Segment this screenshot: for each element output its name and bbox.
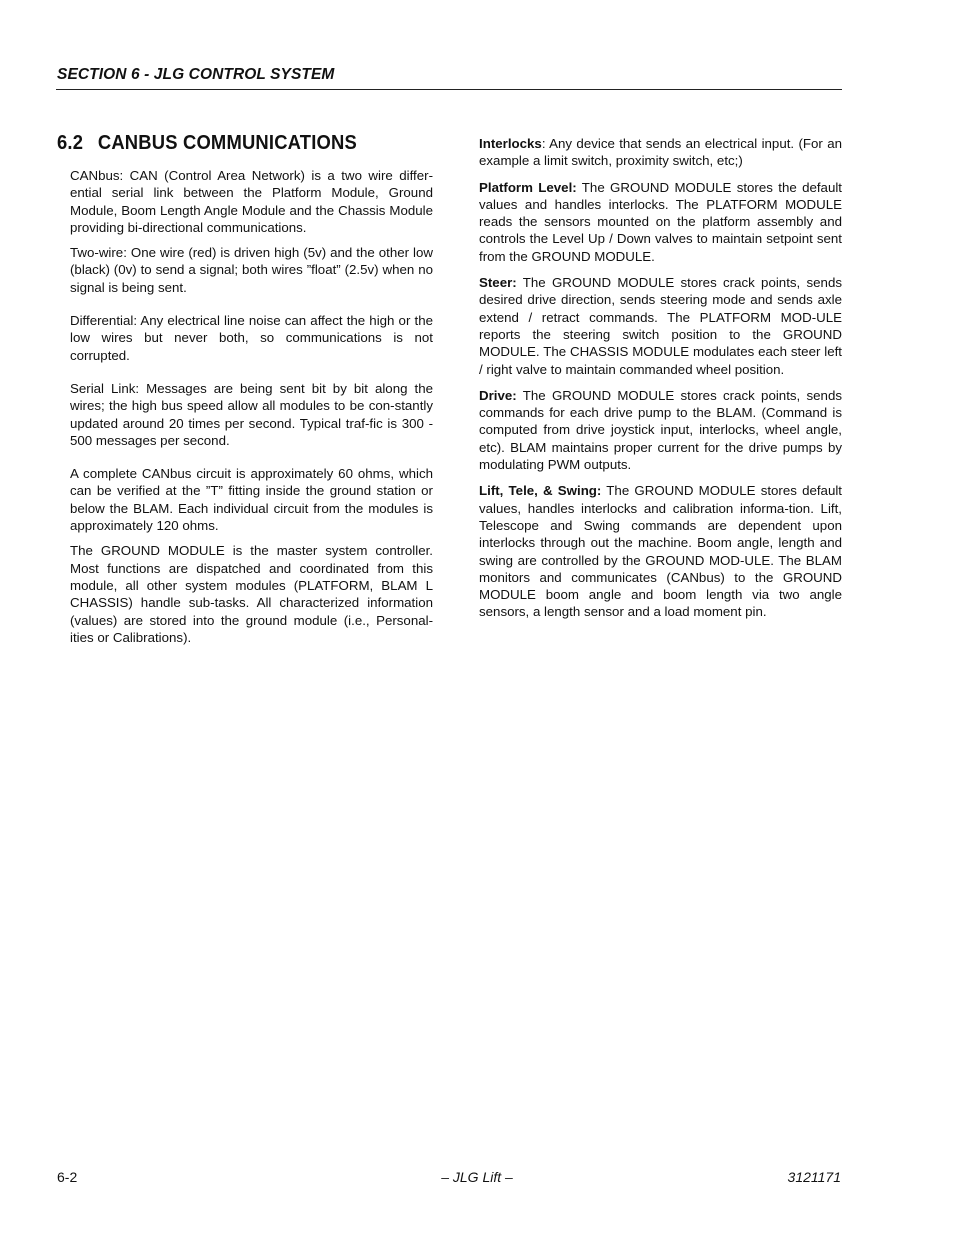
section-heading: [57, 132, 403, 155]
term-interlocks: Interlocks: [479, 136, 542, 151]
paragraph-steer: [479, 274, 842, 378]
text-steer: The GROUND MODULE stores crack points, sends desired drive direction, sends steering mode and sends axle extend / retract commands. The PLATFORM MOD-ULE reports the steering switch position to the GROUND MODULE. The CHASSIS MODULE modulates each steer left / right valve to maintain commanded wheel position.: [479, 275, 842, 377]
paragraph-circuit: A complete CANbus circuit is approximately 60 ohms, which can be verified at the ”T” fitting inside the ground station or below the BLAM. Each individual circuit from the modules is approximately 120 ohms.: [70, 466, 433, 534]
term-steer: Steer:: [479, 275, 517, 291]
left-column: [57, 132, 433, 654]
text-interlocks: : Any device that sends an electrical input. (For an example a limit switch, proximity switch, etc;): [479, 136, 842, 169]
document-number: 3121171: [787, 1169, 841, 1185]
paragraph-ground-module: The GROUND MODULE is the master system controller. Most functions are dispatched and coordinated from this module, all other system modules (PLATFORM, BLAM L CHASSIS) handle sub-tasks. All characterized information (values) are stored into the ground module (i.e., Personal-ities or Calibrations).: [70, 543, 433, 645]
header-rule: [56, 89, 842, 90]
paragraph-interlocks: [479, 135, 842, 170]
text-drive: The GROUND MODULE stores crack points, sends commands for each drive pump to the BLAM. (Command is computed from drive joystick input, interlocks, wheel angle, etc). BLAM maintains proper current for the drive pumps by modulating PWM outputs.: [479, 387, 842, 473]
paragraph-canbus: CANbus: CAN (Control Area Network) is a two wire differ-ential serial link between the Platform Module, Ground Module, Boom Length Angle Module and the Chassis Module providing bi-directional communications.: [70, 168, 433, 235]
text-platform-level: The GROUND MODULE stores the default values and handles interlocks. The PLATFORM MODULE reads the sensors mounted on the platform assembly and controls the Level Up / Down valves to maintain setpoint sent from the GROUND MODULE.: [479, 179, 842, 264]
paragraph-serial-link: Serial Link: Messages are being sent bit by bit along the wires; the high bus speed allow all modules to be con-stantly updated around 20 times per second. Typical traf-fic is 300 - 500 messages per second.: [70, 380, 433, 448]
section-header: SECTION 6 - JLG CONTROL SYSTEM: [57, 66, 335, 83]
paragraph-differential: Differential: Any electrical line noise can affect the high or the low wires but never both, so communications is not corrupted.: [70, 313, 433, 363]
paragraph-platform-level: [479, 179, 842, 265]
term-platform-level: Platform Level:: [479, 179, 577, 195]
section-number: 6.2: [57, 132, 84, 154]
paragraph-two-wire: Two-wire: One wire (red) is driven high (5v) and the other low (black) (0v) to send a signal; both wires ”float” (2.5v) when no signal is being sent.: [70, 245, 433, 295]
paragraph-lift-tele-swing: [479, 482, 842, 620]
right-column: [479, 135, 842, 630]
term-drive: Drive:: [479, 387, 517, 403]
text-lift-tele-swing: The GROUND MODULE stores default values, handles interlocks and calibration informa-tion. Lift, Telescope and Swing commands are dependent upon interlocks through out the machine. Boom angle, length and swing are controlled by the GROUND MOD-ULE. The BLAM monitors and communicates (CANbus) to the GROUND MODULE boom angle and boom length via two angle sensors, a length sensor and a load moment pin.: [479, 483, 842, 620]
term-lift-tele-swing: Lift, Tele, & Swing:: [479, 483, 602, 499]
section-title: CANBUS COMMUNICATIONS: [97, 132, 357, 154]
page-number: 6-2: [57, 1169, 78, 1185]
paragraph-drive: [479, 387, 842, 473]
footer-brand: – JLG Lift –: [441, 1169, 513, 1185]
